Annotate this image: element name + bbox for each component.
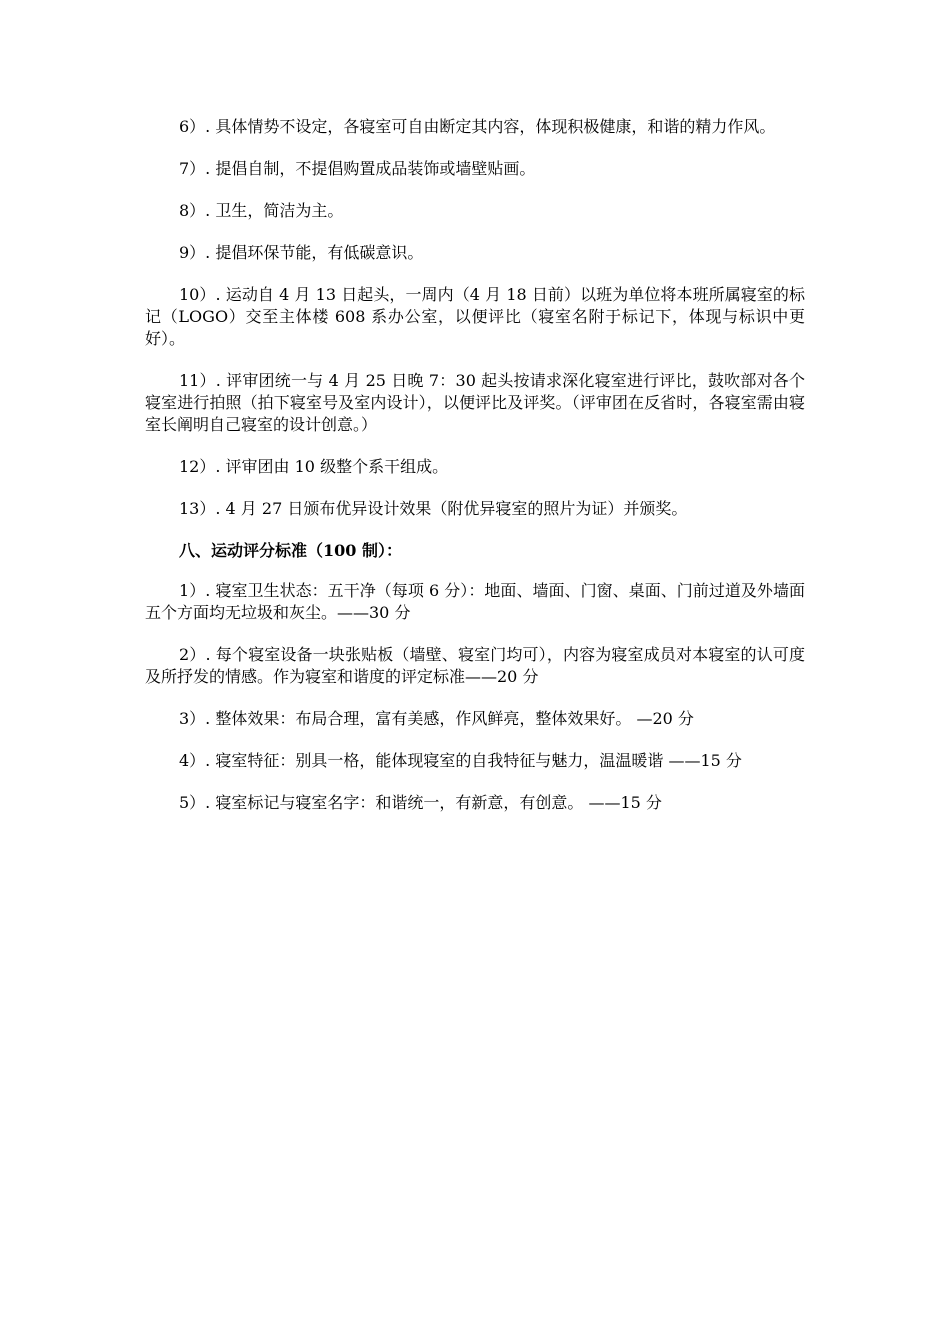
paragraph-item-6: 6）. 具体情势不设定，各寝室可自由断定其内容，体现积极健康，和谐的精力作风。 bbox=[179, 117, 776, 136]
scoring-item-3: 3）. 整体效果：布局合理，富有美感，作风鲜亮，整体效果好。 —20 分 bbox=[179, 709, 694, 728]
document-body bbox=[145, 116, 805, 834]
paragraph-item-11: 11）. 评审团统一与 4 月 25 日晚 7：30 起头按请求深化寝室进行评比，鼓吹部对各个寝室进行拍照（拍下寝室号及室内设计），以便评比及评奖。（评审团在反省时，各寝室需由寝室长阐明自己寝室的设计创意。） bbox=[145, 371, 805, 434]
paragraph-item-9: 9）. 提倡环保节能，有低碳意识。 bbox=[179, 243, 424, 262]
scoring-item-5: 5）. 寝室标记与寝室名字：和谐统一，有新意，有创意。 ——15 分 bbox=[179, 793, 662, 812]
paragraph-item-8: 8）. 卫生，简洁为主。 bbox=[179, 201, 344, 220]
scoring-item-1: 1）. 寝室卫生状态：五干净（每项 6 分）：地面、墙面、门窗、桌面、门前过道及外墙面五个方面均无垃圾和灰尘。——30 分 bbox=[145, 581, 805, 622]
paragraph-item-7: 7）. 提倡自制，不提倡购置成品装饰或墙壁贴画。 bbox=[179, 159, 536, 178]
paragraph-item-10: 10）. 运动自 4 月 13 日起头，一周内（4 月 18 日前）以班为单位将本班所属寝室的标记（LOGO）交至主体楼 608 系办公室，以便评比（寝室名附于标记下，体现与标识中更好）。 bbox=[145, 285, 805, 348]
paragraph-item-13: 13）. 4 月 27 日颁布优异设计效果（附优异寝室的照片为证）并颁奖。 bbox=[179, 499, 688, 518]
scoring-item-2: 2）. 每个寝室设备一块张贴板（墙壁、寝室门均可），内容为寝室成员对本寝室的认可度及所抒发的情感。作为寝室和谐度的评定标准——20 分 bbox=[145, 645, 805, 686]
scoring-item-4: 4）. 寝室特征：别具一格，能体现寝室的自我特征与魅力，温温暖谐 ——15 分 bbox=[179, 751, 742, 770]
section-heading: 八、运动评分标准（100 制）： bbox=[179, 541, 402, 560]
paragraph-item-12: 12）. 评审团由 10 级整个系干组成。 bbox=[179, 457, 449, 476]
